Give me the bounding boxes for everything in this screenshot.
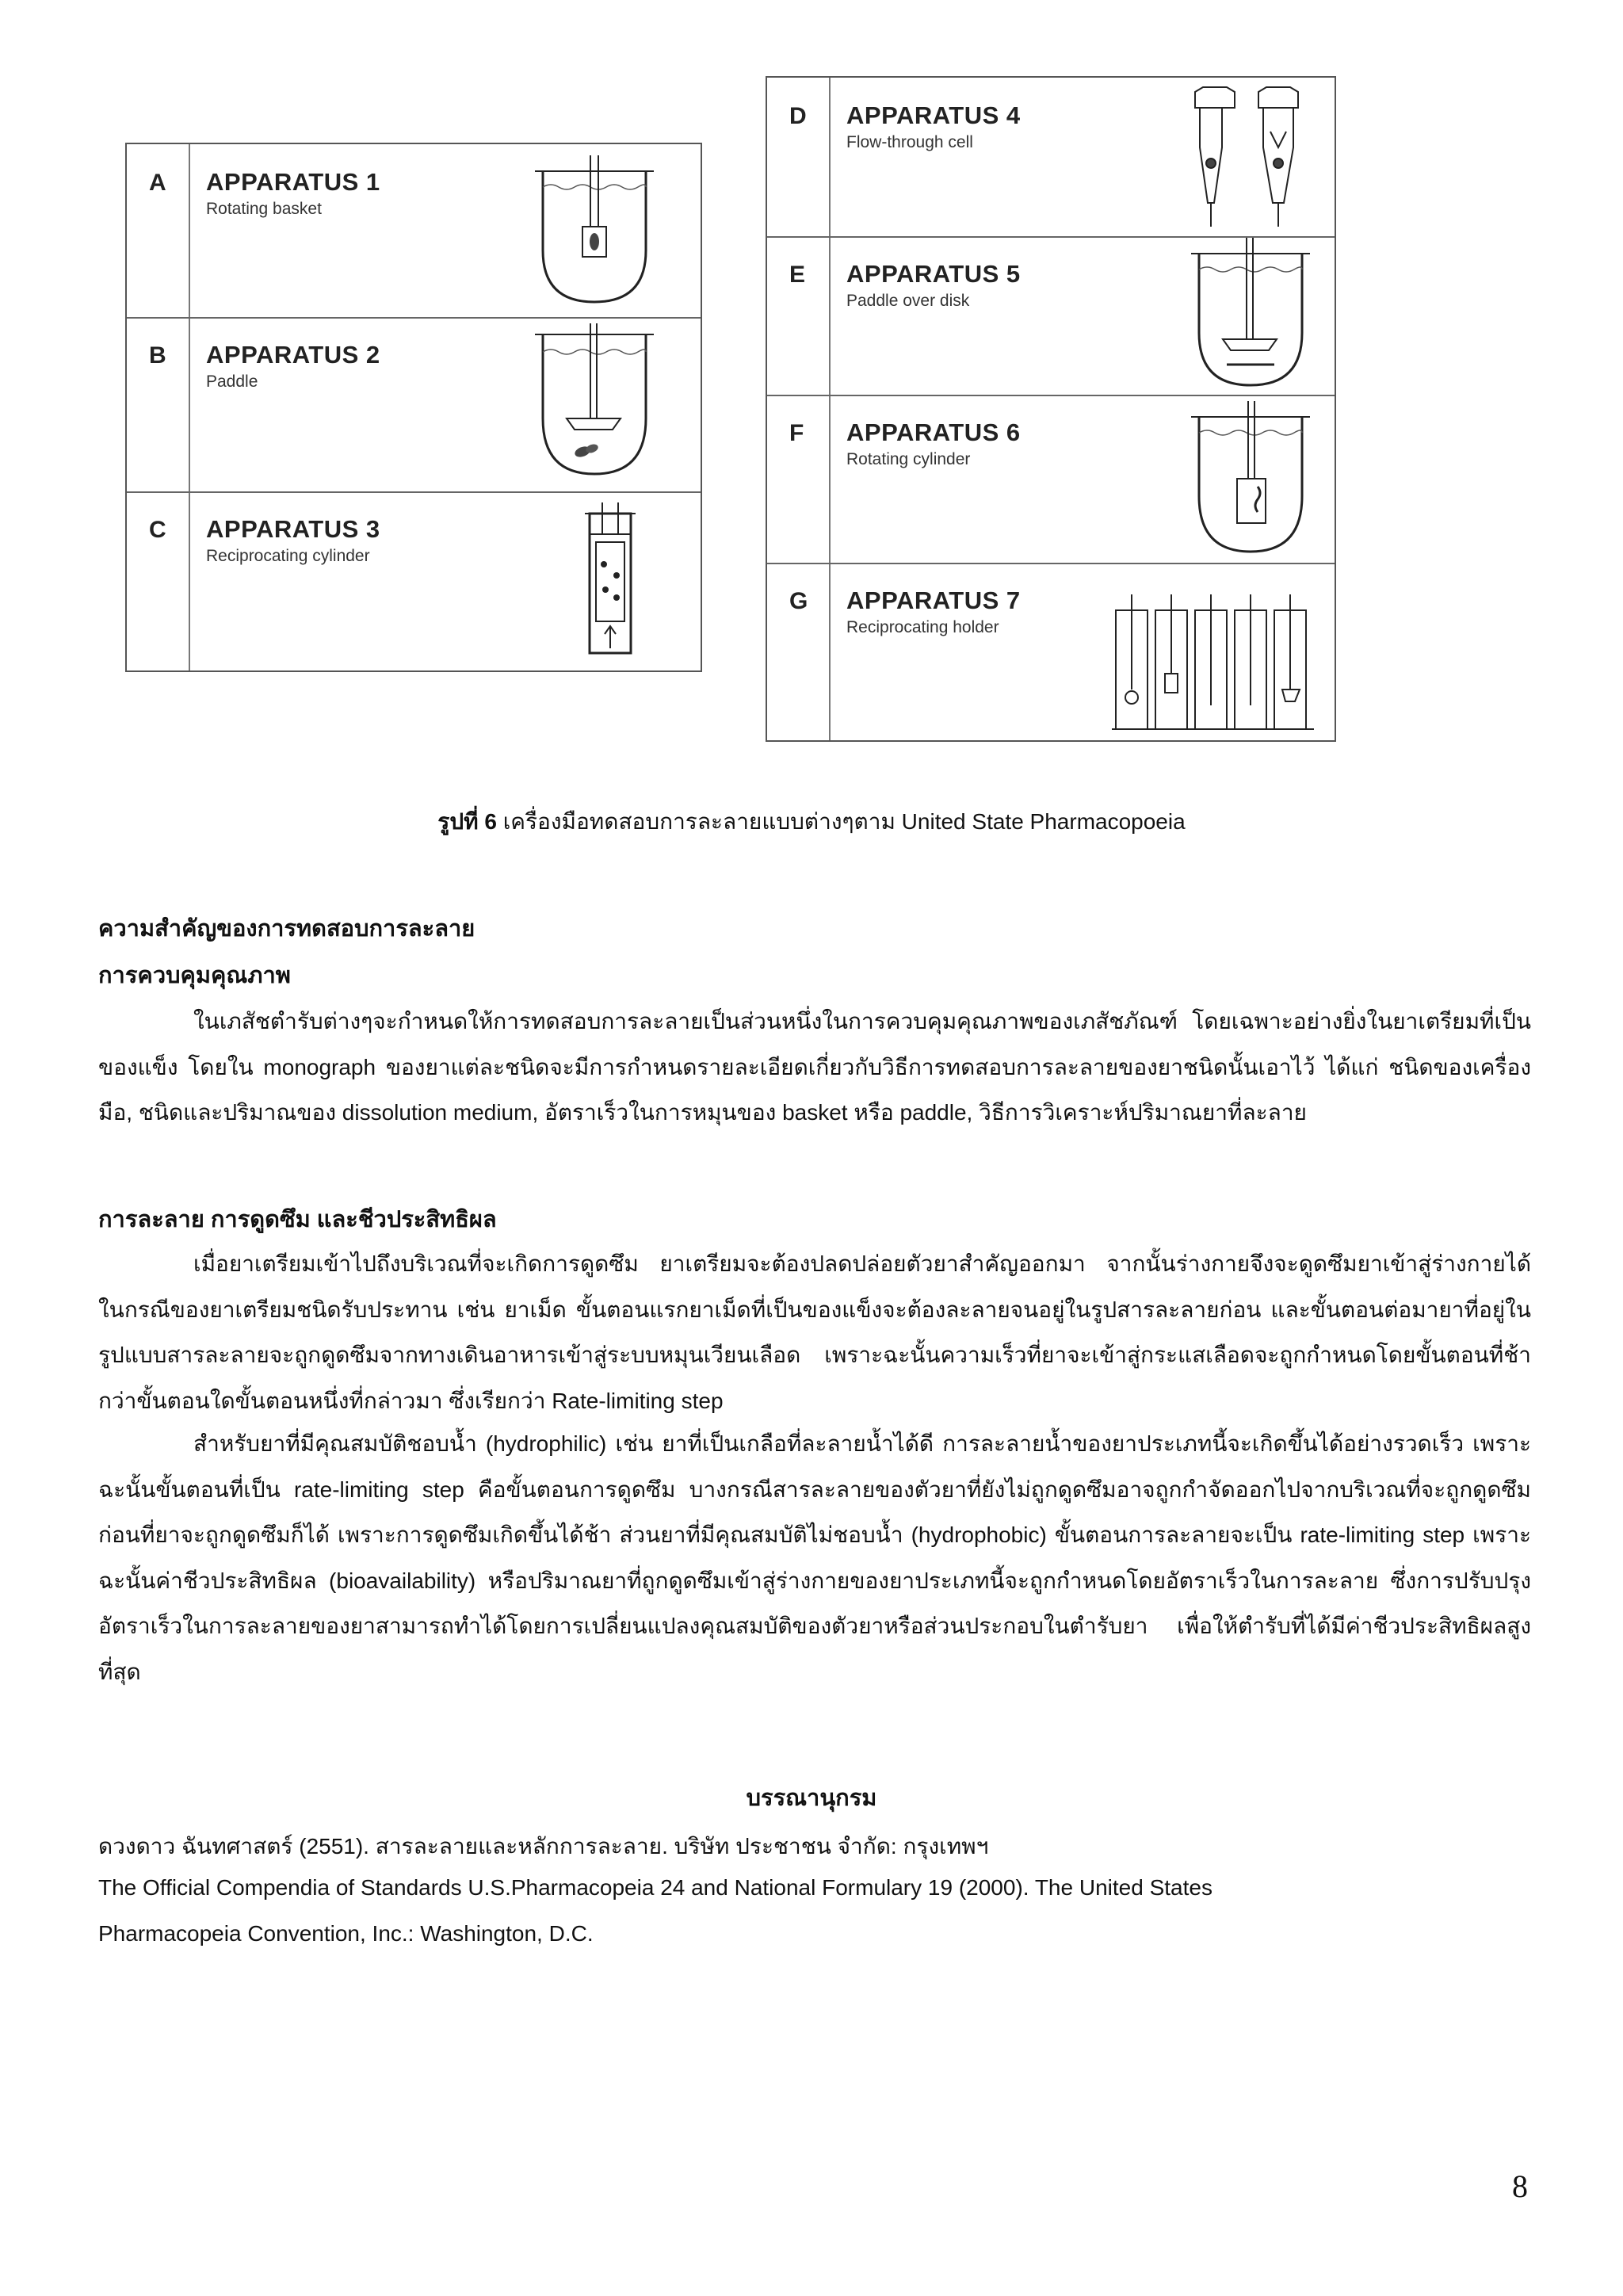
reciprocating-cylinder-icon [579, 502, 642, 661]
paragraph: เมื่อยาเตรียมเข้าไปถึงบริเวณที่จะเกิดการดูดซึม ยาเตรียมจะต้องปลดปล่อยตัวยาสำคัญออกมา จากนั้นร่างกายจึงจะดูดซึมยาเข้าสู่ร่างกายได้ ในกรณีของยาเตรียมชนิดรับประทาน เช่น ยาเม็ด ขั้นตอนแรกยาเม็ดที่เป็นของแข็งจะต้องละลายจนอยู่ในรูปสารละลายก่อน และขั้นตอนต่อมายาที่อยู่ในรูปแบบสารละลายจะถูกดูดซึมจากทางเดินอาหารเข้าสู่ระบบหมุนเวียนเลือด เพราะฉะนั้นความเร็วที่ยาจะเข้าสู่กระแสเลือดจะถูกกำหนดโดยขั้นตอนที่ช้ากว่าขั้นตอนใดขั้นตอนหนึ่งที่กล่าวมา ซึ่งเรียกว่า Rate-limiting step [98, 1251, 1531, 1413]
apparatus-subtitle: Paddle [206, 372, 258, 391]
page-number: 8 [1512, 2168, 1528, 2204]
flow-through-cell-icon [1179, 84, 1322, 231]
figure-caption-label: รูปที่ 6 [437, 809, 497, 834]
apparatus-name: APPARATUS 4 [846, 101, 1021, 129]
apparatus-letter: G [789, 588, 808, 614]
apparatus-letter: B [149, 342, 166, 369]
figure-left-panel [125, 143, 702, 672]
paragraph: ในเภสัชตำรับต่างๆจะกำหนดให้การทดสอบการละลายเป็นส่วนหนึ่งในการควบคุมคุณภาพของเภสัชภัณฑ์ โดยเฉพาะอย่างยิ่งในยาเตรียมที่เป็นของแข็ง โดยใน monograph ของยาแต่ละชนิดจะมีการกำหนดรายละเอียดเกี่ยวกับวิธีการทดสอบการละลายของยาชนิดนั้นเอาไว้ ได้แก่ ชนิดของเครื่องมือ, ชนิดและปริมาณของ dissolution medium, อัตราเร็วในการหมุนของ basket หรือ paddle, วิธีการวิเคราะห์ปริมาณยาที่ละลาย [98, 1009, 1531, 1125]
apparatus-row [127, 144, 701, 319]
apparatus-row [127, 317, 701, 493]
apparatus-name: APPARATUS 6 [846, 418, 1021, 446]
section-heading: ความสำคัญของการทดสอบการละลาย [98, 916, 475, 942]
subsection-heading: การละลาย การดูดซึม และชีวประสิทธิผล [98, 1207, 497, 1232]
apparatus-subtitle: Paddle over disk [846, 292, 970, 310]
apparatus-letter: F [789, 420, 804, 446]
apparatus-row [767, 395, 1335, 564]
apparatus-letter: E [789, 262, 806, 288]
apparatus-letter: C [149, 517, 166, 543]
rotating-cylinder-icon [1183, 401, 1318, 558]
apparatus-letter: D [789, 103, 807, 129]
apparatus-row [767, 78, 1335, 238]
apparatus-letter: A [149, 170, 166, 196]
apparatus-name: APPARATUS 7 [846, 586, 1021, 614]
apparatus-name: APPARATUS 1 [206, 168, 380, 196]
apparatus-subtitle: Flow-through cell [846, 133, 973, 151]
figure-caption [0, 804, 1623, 839]
apparatus-row [127, 491, 701, 670]
paddle-icon [527, 323, 662, 482]
apparatus-name: APPARATUS 3 [206, 515, 380, 543]
apparatus-name: APPARATUS 2 [206, 341, 380, 369]
figure-right-panel [766, 76, 1336, 742]
apparatus-subtitle: Rotating cylinder [846, 450, 971, 468]
reference-item: ดวงดาว ฉันทศาสตร์ (2551). สารละลายและหลักการละลาย. บริษัท ประชาชน จำกัด: กรุงเทพฯ [98, 1834, 989, 1859]
rotating-basket-icon [527, 155, 662, 311]
apparatus-row [767, 563, 1335, 740]
reciprocating-holder-icon [1108, 586, 1330, 737]
references-heading: บรรณานุกรม [746, 1786, 877, 1811]
apparatus-subtitle: Reciprocating cylinder [206, 547, 370, 565]
subsection-heading: การควบคุมคุณภาพ [98, 963, 291, 988]
figure-caption-text: เครื่องมือทดสอบการละลายแบบต่างๆตาม United State Pharmacopoeia [496, 809, 1186, 834]
apparatus-row [767, 236, 1335, 396]
paddle-over-disk-icon [1183, 238, 1318, 392]
apparatus-subtitle: Reciprocating holder [846, 618, 999, 636]
paragraph: สำหรับยาที่มีคุณสมบัติชอบน้ำ (hydrophilic) เช่น ยาที่เป็นเกลือที่ละลายน้ำได้ดี การละลายน้ำของยาประเภทนี้จะเกิดขึ้นได้อย่างรวดเร็ว เพราะฉะนั้นขั้นตอนที่เป็น rate-limiting step คือขั้นตอนการดูดซึม บางกรณีสารละลายของตัวยาที่ยังไม่ถูกดูดซึมอาจถูกกำจัดออกไปจากบริเวณที่จะถูกดูดซึมก่อนที่ยาจะถูกดูดซึมก็ได้ เพราะการดูดซึมเกิดขึ้นได้ช้า ส่วนยาที่มีคุณสมบัติไม่ชอบน้ำ (hydrophobic) ขั้นตอนการละลายจะเป็น rate-limiting step เพราะฉะนั้นค่าชีวประสิทธิผล (bioavailability) หรือปริมาณยาที่ถูกดูดซึมเข้าสู่ร่างกายของยาประเภทนี้จะถูกกำหนดโดยอัตราเร็วในการละลาย ซึ่งการปรับปรุงอัตราเร็วในการละลายของยาสามารถทำได้โดยการเปลี่ยนแปลงคุณสมบัติของตัวยาหรือส่วนประกอบในตำรับยา เพื่อให้ตำรับที่ได้มีค่าชีวประสิทธิผลสูงที่สุด [98, 1431, 1531, 1684]
apparatus-name: APPARATUS 5 [846, 260, 1021, 288]
reference-item: Pharmacopeia Convention, Inc.: Washington, D.C. [98, 1921, 594, 1946]
reference-item: The Official Compendia of Standards U.S.Pharmacopeia 24 and National Formulary 19 (2000). The United States [98, 1875, 1212, 1900]
apparatus-subtitle: Rotating basket [206, 200, 322, 218]
